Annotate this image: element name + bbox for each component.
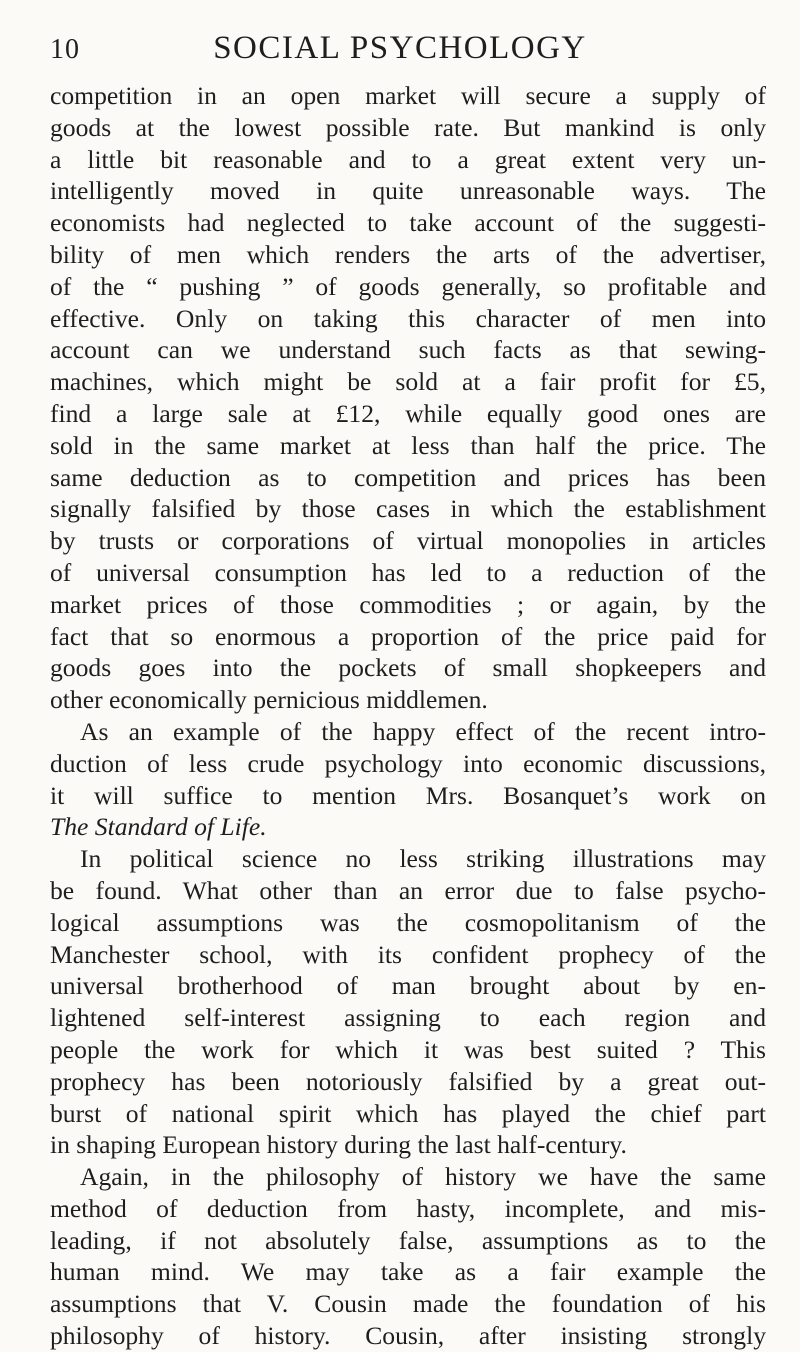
text-line: competition in an open market will secure a supply of (50, 81, 766, 110)
text-line: Again, in the philosophy of history we have the same (80, 1162, 766, 1192)
text-line: lightened self-interest assigning to each region and (50, 1003, 766, 1033)
text-line: people the work for which it was best suited ? This (50, 1034, 766, 1064)
page-number: 10 (50, 34, 80, 65)
text-line: universal brotherhood of man brought about by en- (50, 971, 766, 1001)
text-line: account can we understand such facts as that sewing- (50, 335, 766, 365)
text-line: leading, if not absolutely false, assumptions as to the (50, 1225, 766, 1255)
text-line: In political science no less striking illustrations may (80, 844, 766, 874)
text-line: effective. Only on taking this character of men into (50, 303, 766, 333)
text-line: As an example of the happy effect of the recent intro- (80, 716, 766, 746)
text-line: be found. What other than an error due to false psycho- (50, 875, 766, 905)
text-line: human mind. We may take as a fair example the (50, 1257, 766, 1287)
paragraph-3 (50, 843, 766, 1161)
text-line: logical assumptions was the cosmopolitanism of the (50, 907, 766, 937)
text-line: of universal consumption has led to a reduction of the (50, 557, 766, 587)
text-line: economists had neglected to take account of the suggesti- (50, 208, 766, 238)
book-title: The Standard of Life. (50, 812, 267, 842)
text-line: it will suffice to mention Mrs. Bosanquet’s work on (50, 780, 766, 810)
text-line: market prices of those commodities ; or again, by the (50, 589, 766, 619)
text-line: other economically pernicious middlemen. (50, 685, 488, 715)
text-line: method of deduction from hasty, incomplete, and mis- (50, 1193, 766, 1223)
text-line: sold in the same market at less than half the price. The (50, 430, 766, 460)
text-line: find a large sale at £12, while equally good ones are (50, 398, 766, 428)
text-line: goods goes into the pockets of small shopkeepers and (50, 653, 766, 683)
text-line: same deduction as to competition and prices has been (50, 462, 766, 492)
running-title: SOCIAL PSYCHOLOGY (213, 30, 587, 66)
text-line: by trusts or corporations of virtual monopolies in articles (50, 526, 766, 556)
text-line: burst of national spirit which has played the chief part (50, 1098, 766, 1128)
text-line: a little bit reasonable and to a great extent very un- (50, 144, 766, 174)
paragraph-4 (50, 1161, 766, 1352)
text-line: of the “ pushing ” of goods generally, so profitable and (50, 271, 766, 301)
text-line: duction of less crude psychology into economic discussions, (50, 748, 766, 778)
text-line: signally falsified by those cases in which the establishment (50, 494, 766, 524)
text-line: philosophy of history. Cousin, after insisting strongly (50, 1321, 766, 1351)
text-line: goods at the lowest possible rate. But mankind is only (50, 112, 766, 142)
running-head (30, 30, 770, 70)
text-line: in shaping European history during the last half-century. (50, 1130, 627, 1160)
text-line: fact that so enormous a proportion of the price paid for (50, 621, 766, 651)
text-line: prophecy has been notoriously falsified by a great out- (50, 1066, 766, 1096)
text-line: intelligently moved in quite unreasonable ways. The (50, 176, 766, 206)
body-text (50, 80, 766, 1352)
text-line: assumptions that V. Cousin made the foundation of his (50, 1289, 766, 1319)
paragraph-1 (50, 80, 766, 716)
text-line: bility of men which renders the arts of the advertiser, (50, 239, 766, 269)
paragraph-2 (50, 716, 766, 843)
text-line: Manchester school, with its confident prophecy of the (50, 939, 766, 969)
text-line: machines, which might be sold at a fair profit for £5, (50, 367, 766, 397)
